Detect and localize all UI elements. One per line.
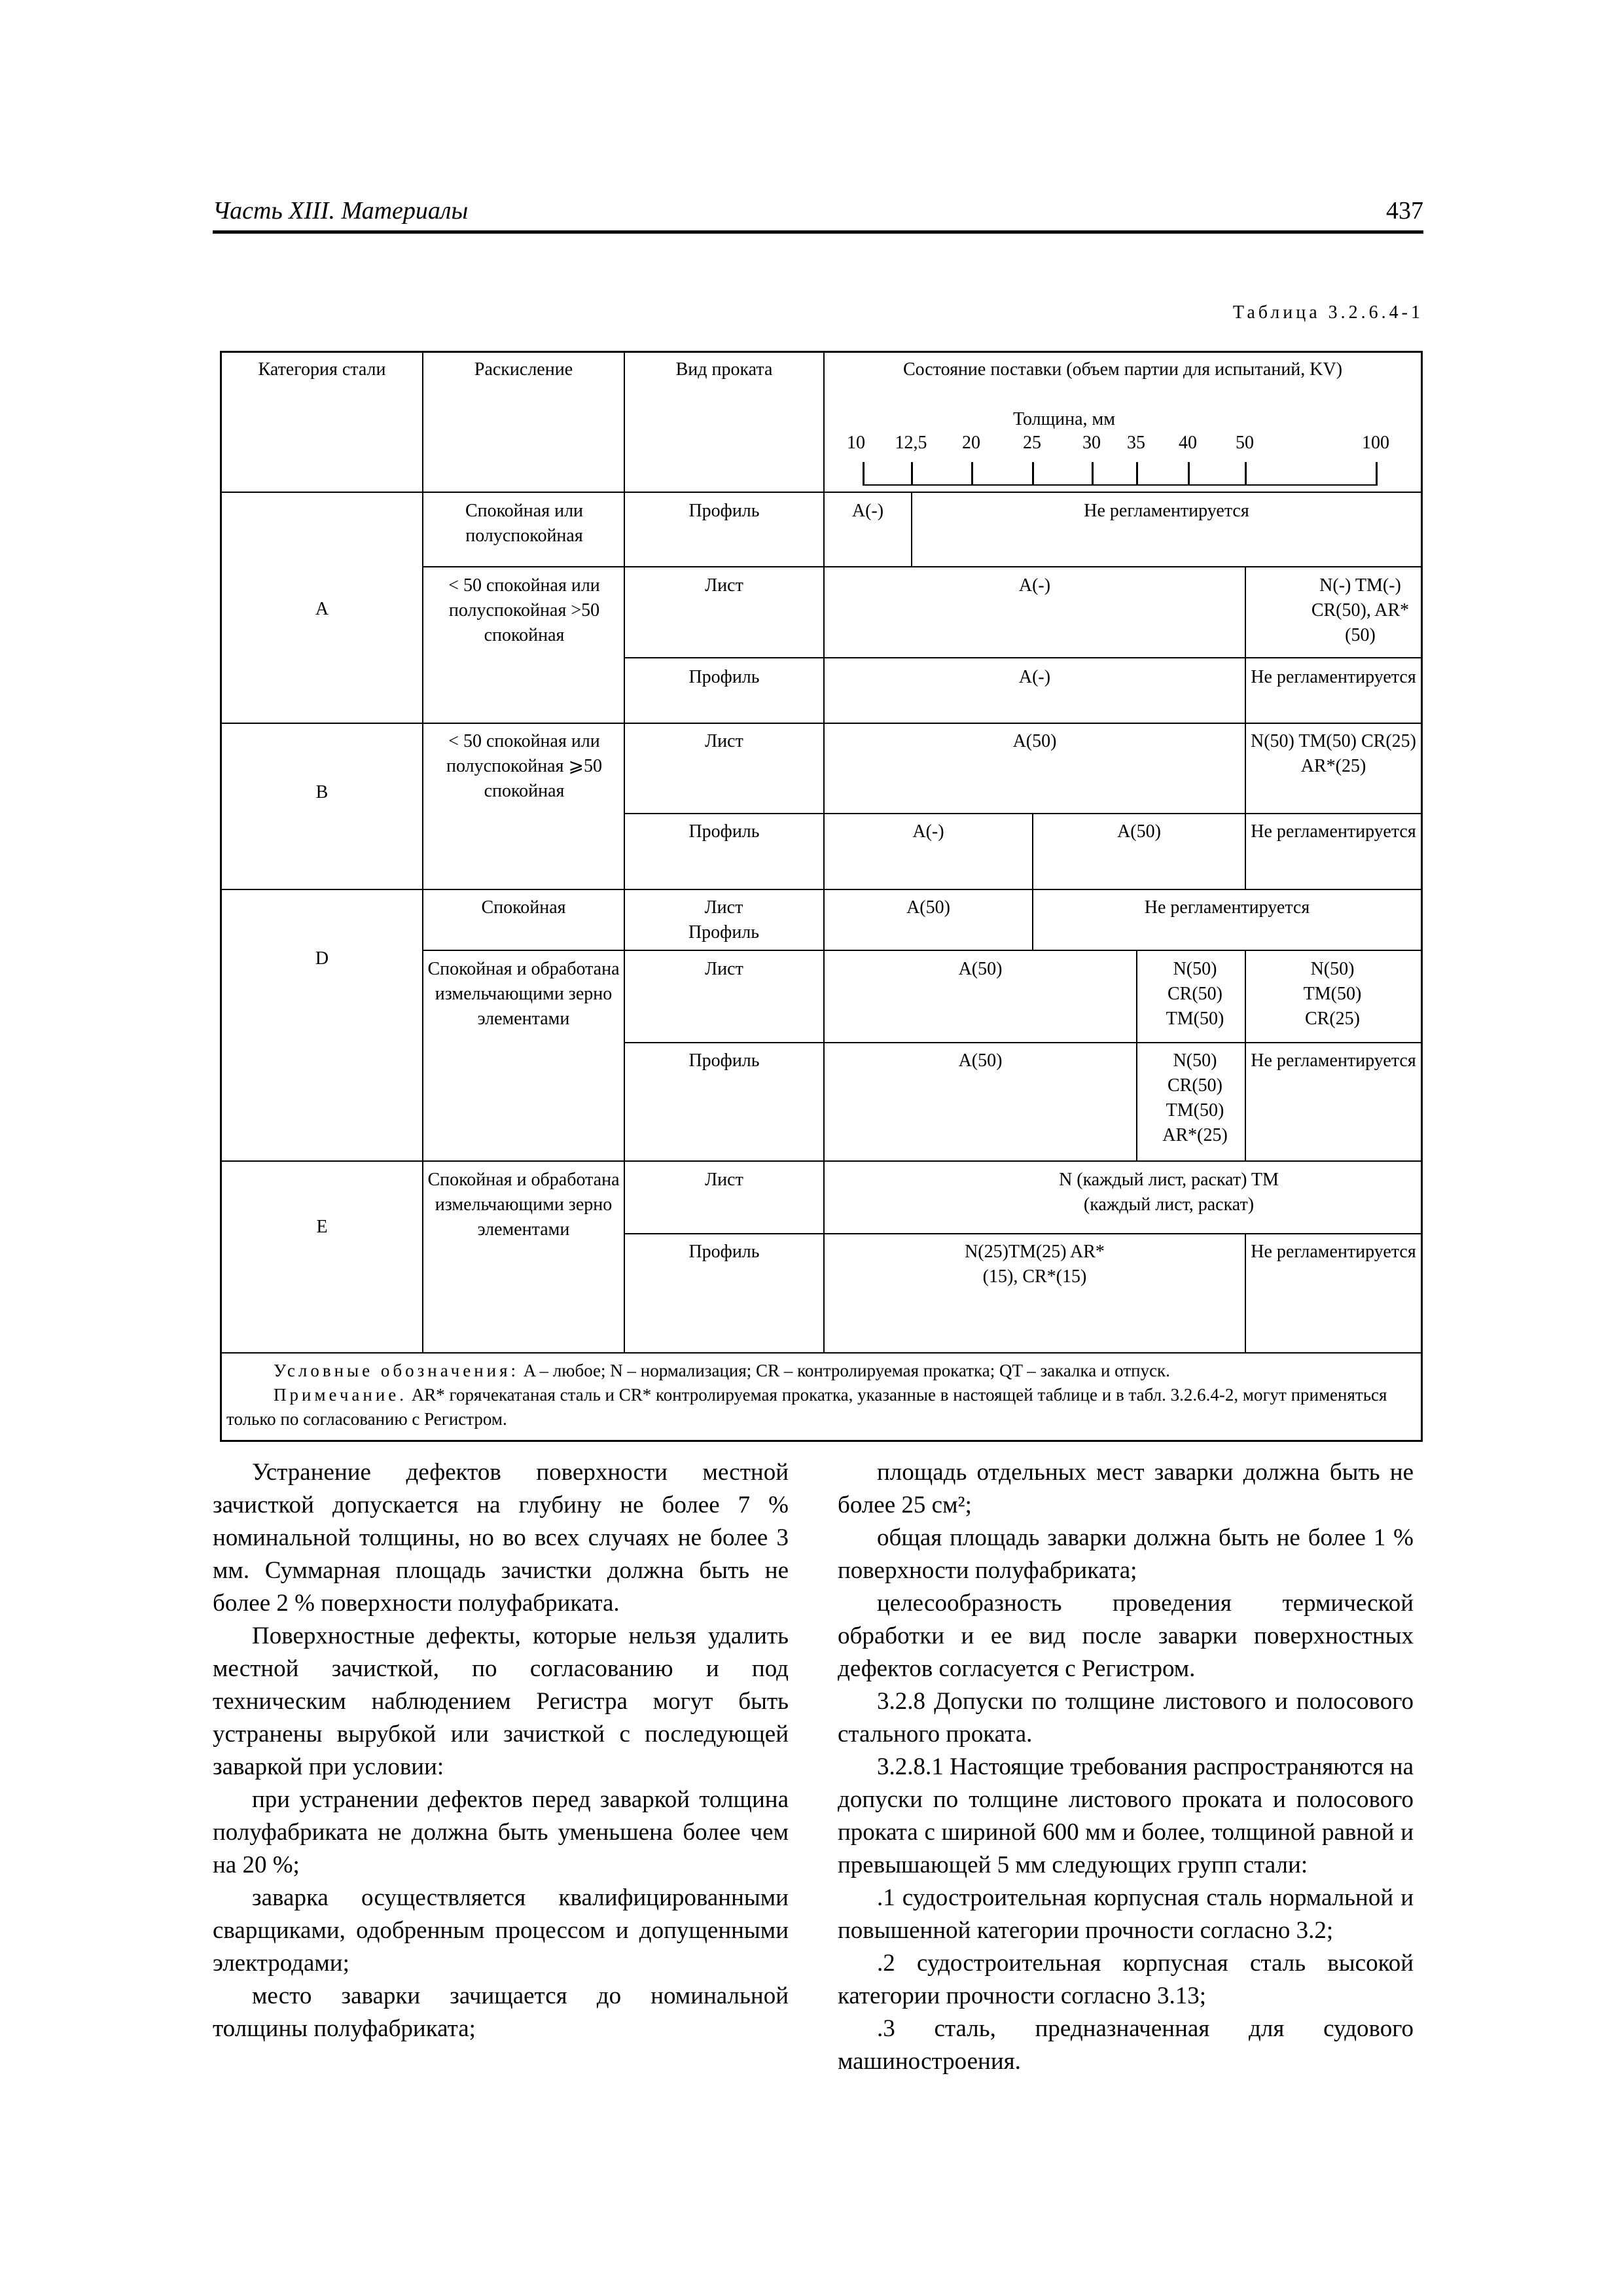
tick-label-100: 100 [1362,433,1389,453]
d-deoxidation-2: Спокойная и обработана измельчающими зерно элементами [427,959,620,1029]
tick-mark-20 [971,462,973,486]
category-d: D [315,948,329,969]
d-row2-value-2: N(50) CR(50) TM(50) [1166,959,1224,1029]
d-row1-value-2: Не регламентируется [1144,897,1310,918]
list-item: .2 судостроительная корпусная сталь высокой категории прочности согласно 3.13; [838,1950,1414,2009]
a-row1-value-1: A(-) [851,501,884,521]
a-row2-value-1: A(-) [1018,575,1051,596]
d-row3-value-3: Не регламентируется [1251,1050,1416,1071]
b-row2-value-1: A(-) [912,821,944,842]
d-row3-value-1: A(50) [958,1050,1003,1071]
category-b: B [315,782,329,802]
a-deoxidation-1: Спокойная или полуспокойная [465,501,584,546]
thickness-scale-line [863,484,1377,486]
paragraph: 3.2.8.1 Настоящие требования распространяются на допуски по толщине листового проката и полосового проката с шириной 600 мм и более, толщиной равной и превышающей 5 мм следующих групп стали: [838,1753,1414,1878]
a-row2-bottom-line [624,657,1423,658]
a-row3-value-1: A(-) [1018,667,1051,687]
paragraph: площадь отдельных мест заварки должна быть не более 25 см²; [838,1459,1414,1518]
b-row1-product: Лист [705,731,743,751]
steel-delivery-table [220,351,1423,1442]
a-row1-value-2: Не регламентируется [1084,501,1249,521]
table-caption: Таблица 3.2.6.4-1 [1232,302,1423,323]
tick-label-10: 10 [847,433,865,453]
legend-label: Условные обозначения: [274,1361,520,1380]
left-text-column [213,1456,789,2045]
notes-top-line [220,1352,1423,1354]
a-split-line-50 [1245,566,1246,724]
table-notes [226,1359,1416,1431]
tick-label-50: 50 [1236,433,1254,453]
e-row2-value-2: Не регламентируется [1251,1242,1416,1262]
note-label: Примечание. [274,1385,408,1405]
table-border-right [1421,351,1423,1442]
list-item: .1 судостроительная корпусная сталь нормальной и повышенной категории прочности согласно 3.2; [838,1884,1414,1944]
group-b-bottom-line [220,889,1423,890]
paragraph: Устранение дефектов поверхности местной зачисткой допускается на глубину не более 7 % номинальной толщины, но во всех случаях не более 3 мм. Суммарная площадь зачистки должна быть не более 2 % поверхности полуфабриката. [213,1459,789,1617]
header-supply-condition: Состояние поставки (объем партии для испытаний, KV) [902,359,1343,380]
header-product-type: Вид проката [675,359,773,380]
paragraph: общая площадь заварки должна быть не более 1 % поверхности полуфабриката; [838,1524,1414,1584]
header-thickness: Толщина, мм [1013,409,1115,429]
b-row1-value-2: N(50) TM(50) CR(25) AR*(25) [1250,731,1416,776]
a-row1-bottom-line [422,566,1423,567]
paragraph: заварка осуществляется квалифицированными сварщиками, одобренным процессом и допущенными электродами; [213,1884,789,1977]
running-header-title: Часть XIII. Материалы [213,197,469,224]
d-row2-bottom-line [624,1042,1423,1043]
a-row1-product: Профиль [688,501,760,521]
note-text: AR* горячекатаная сталь и CR* контролируемая прокатка, указанные в настоящей таблице и в табл. 3.2.6.4-2, могут применяться только по согласованию с Регистром. [226,1385,1387,1429]
legend-text: A – любое; N – нормализация; CR – контролируемая прокатка; QT – закалка и отпуск. [523,1361,1170,1380]
b-deoxidation: < 50 спокойная или полуспокойная ⩾50 спокойная [446,731,602,801]
page-number: 437 [1386,197,1423,224]
table-border-top [220,351,1423,353]
d-row2-value-3: N(50) TM(50) CR(25) [1303,959,1362,1029]
col-line-1 [422,351,423,1354]
d-row1-bottom-line [422,950,1423,951]
tick-mark-35 [1136,462,1138,486]
e-row1-value: N (каждый лист, раскат) TM (каждый лист, раскат) [1059,1170,1279,1215]
list-item: .3 сталь, предназначенная для судового машиностроения. [838,2015,1414,2075]
tick-mark-12-5 [911,462,913,486]
right-text-column [838,1456,1414,2078]
d-row1-value-1: A(50) [906,897,950,918]
b-row2-value-3: Не регламентируется [1251,821,1416,842]
a-row3-value-2: Не регламентируется [1251,667,1416,687]
tick-label-25: 25 [1023,433,1041,453]
paragraph: при устранении дефектов перед заваркой толщина полуфабриката не должна быть уменьшена более чем на 20 %; [213,1786,789,1878]
tick-label-30: 30 [1082,433,1101,453]
header-rule [213,230,1423,234]
d-deoxidation-1: Спокойная [481,897,566,918]
tick-mark-10 [863,462,865,486]
d-row1-product: Лист Профиль [688,897,760,942]
tick-mark-100 [1376,462,1378,486]
e-row1-product: Лист [705,1170,743,1190]
b-row2-product: Профиль [688,821,760,842]
d-split-line-40 [1136,950,1137,1162]
paragraph: целесообразность проведения термической обработки и ее вид после заварки поверхностных дефектов согласуется с Регистром. [838,1590,1414,1682]
tick-label-35: 35 [1127,433,1145,453]
tick-mark-50 [1245,462,1247,486]
category-e: E [316,1217,328,1237]
b-row2-value-2: A(50) [1117,821,1161,842]
category-a: A [315,599,329,619]
b-row1-value-1: A(50) [1012,731,1057,751]
tick-label-40: 40 [1179,433,1197,453]
tick-label-12-5: 12,5 [895,433,927,453]
header-deoxidation: Раскисление [474,359,573,380]
d-row3-value-2: N(50) CR(50) TM(50) AR*(25) [1162,1050,1228,1145]
a-row3-product: Профиль [688,667,760,687]
tick-mark-30 [1092,462,1094,486]
section-heading-3-2-8: 3.2.8 Допуски по толщине листового и полосового стального проката. [838,1688,1414,1748]
group-a-bottom-line [220,723,1423,724]
a-row2-value-2: N(-) TM(-) CR(50), AR*(50) [1311,575,1410,645]
paragraph: место заварки зачищается до номинальной толщины полуфабриката; [213,1982,789,2042]
table-border-left [220,351,222,1442]
b-row1-bottom-line [624,813,1423,814]
group-d-bottom-line [220,1160,1423,1162]
tick-label-20: 20 [962,433,980,453]
d-row3-product: Профиль [688,1050,760,1071]
tick-mark-40 [1188,462,1190,486]
a-deoxidation-2: < 50 спокойная или полуспокойная >50 спокойная [448,575,600,645]
a-row2-product: Лист [705,575,743,596]
e-deoxidation: Спокойная и обработана измельчающими зерно элементами [427,1170,620,1240]
e-row2-value-1: N(25)TM(25) AR*(15), CR*(15) [965,1242,1105,1287]
table-border-bottom [220,1440,1423,1442]
e-row2-product: Профиль [688,1242,760,1262]
header-category: Категория стали [258,359,386,380]
tick-mark-25 [1032,462,1034,486]
d-row2-value-1: A(50) [958,959,1003,979]
d-row2-product: Лист [705,959,743,979]
paragraph: Поверхностные дефекты, которые нельзя удалить местной зачисткой, по согласованию и под техническим наблюдением Регистра могут быть устранены вырубкой или зачисткой с последующей заваркой при условии: [213,1623,789,1780]
header-bottom-line [220,492,1423,493]
e-row1-bottom-line [624,1233,1423,1234]
